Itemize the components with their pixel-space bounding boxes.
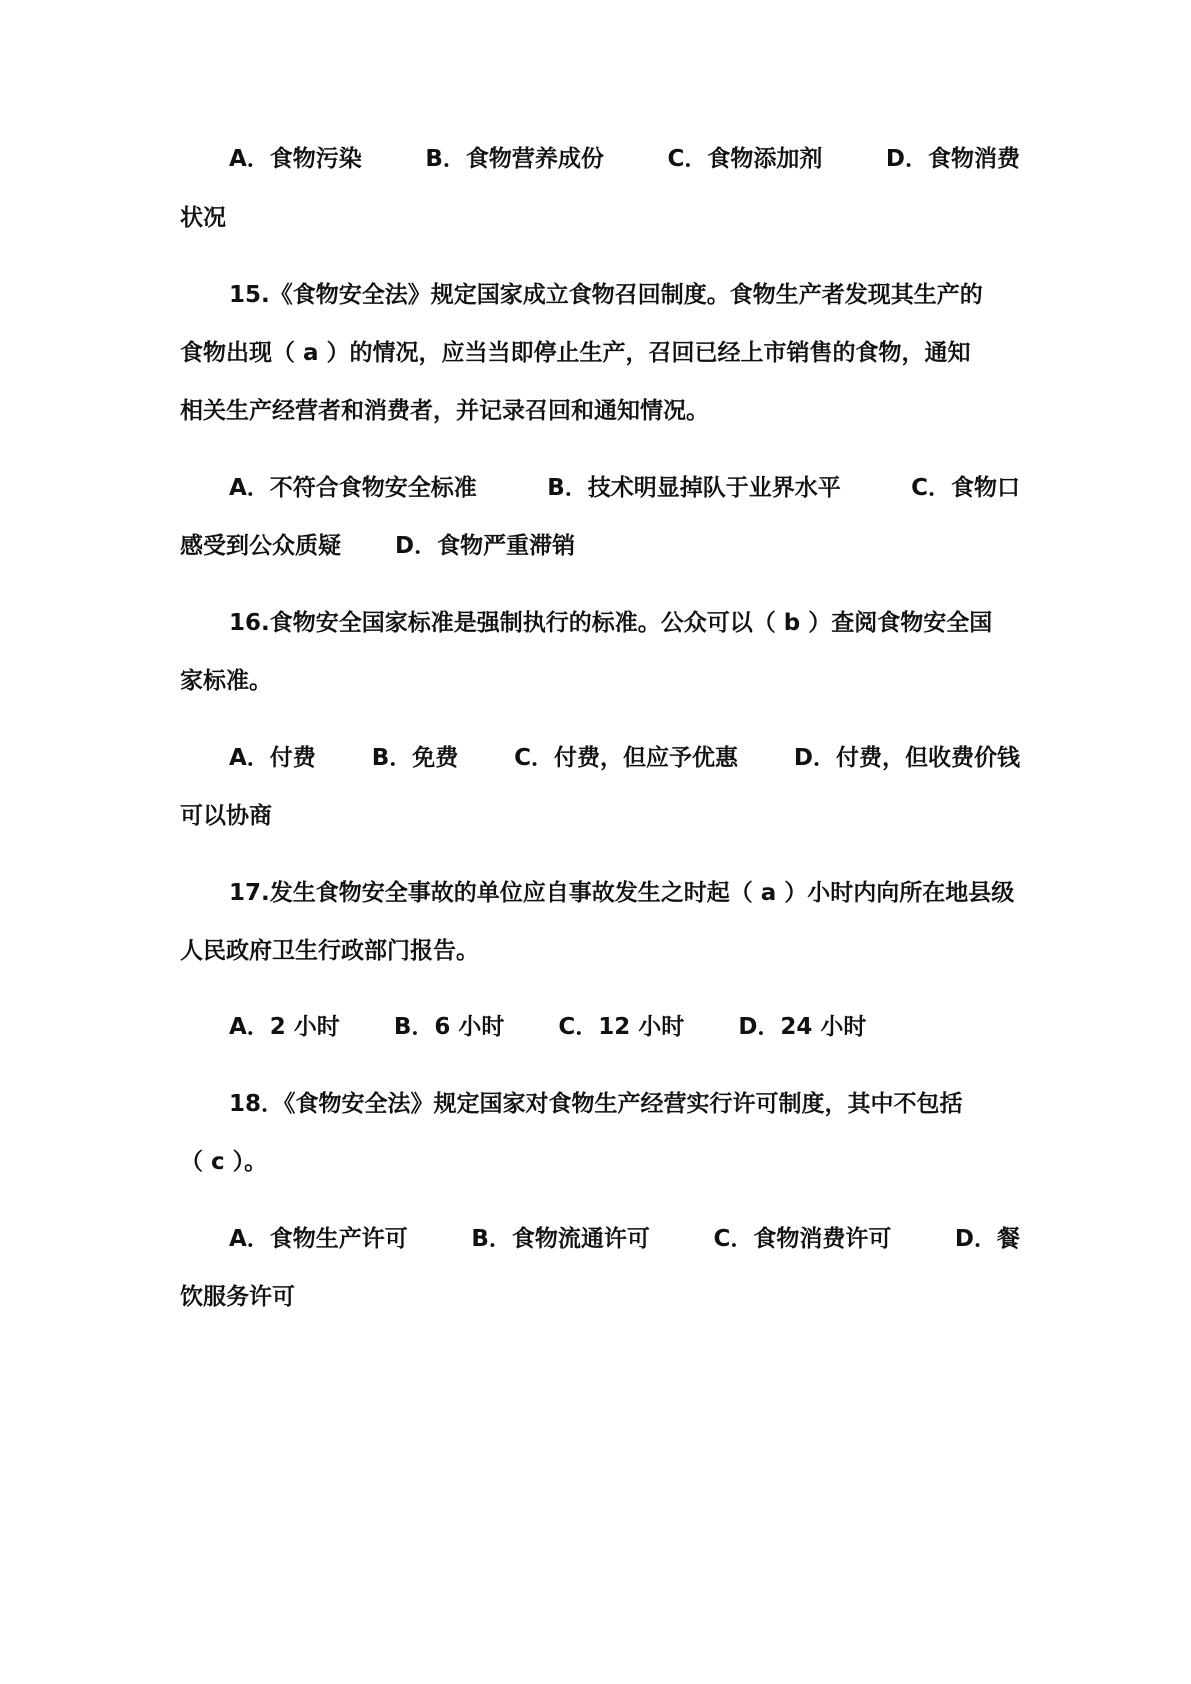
q15-text-line-3: 相关生产经营者和消费者，并记录召回和通知情况。: [180, 398, 709, 424]
option-b: B．食物营养成份: [425, 146, 604, 172]
option-d: D．餐: [954, 1226, 1020, 1252]
q18-text-line-2: （ c ）。: [180, 1149, 268, 1175]
option-b: B．6 小时: [393, 1014, 505, 1040]
q15-text-line-2: 食物出现（ a ）的情况，应当当即停止生产，召回已经上市销售的食物，通知: [180, 340, 971, 366]
q16-text-line-1: 16.食物安全国家标准是强制执行的标准。公众可以（ b ）查阅食物安全国: [229, 610, 993, 636]
option-c: C．食物添加剂: [667, 146, 823, 172]
option-a: A．食物污染: [229, 146, 362, 172]
q17-options-line: [229, 1012, 1069, 1042]
option-c: C．付费，但应予优惠: [514, 745, 739, 771]
option-d: D．24 小时: [738, 1014, 867, 1040]
option-a: A．食物生产许可: [229, 1226, 408, 1252]
option-c: C．食物口: [911, 475, 1020, 501]
option-b: B．食物流通许可: [471, 1226, 650, 1252]
option-c: C．12 小时: [558, 1014, 685, 1040]
option-c: C．食物消费许可: [713, 1226, 892, 1252]
option-a: A．2 小时: [229, 1014, 340, 1040]
q18-options-line-1: [229, 1224, 1020, 1254]
option-d: D．食物消费: [885, 146, 1020, 172]
q16-options-line-2: 可以协商: [180, 803, 272, 829]
option-a: A．不符合食物安全标准: [229, 475, 477, 501]
option-b: B．技术明显掉队于业界水平: [547, 475, 841, 501]
q15-options-line-2: [180, 531, 1020, 561]
option-c-continuation: 感受到公众质疑: [180, 533, 341, 559]
q15-options-line-1: [229, 473, 1020, 503]
q17-text-line-2: 人民政府卫生行政部门报告。: [180, 938, 479, 964]
q18-options-line-2: 饮服务许可: [180, 1284, 295, 1310]
intro-options-continuation: 状况: [180, 205, 226, 231]
q16-options-line-1: [229, 743, 1020, 773]
q15-text-line-1: 15.《食物安全法》规定国家成立食物召回制度。食物生产者发现其生产的: [229, 282, 983, 308]
q16-text-line-2: 家标准。: [180, 668, 272, 694]
intro-options-line: [229, 144, 1020, 174]
option-d: D．付费，但收费价钱: [793, 745, 1020, 771]
option-a: A．付费: [229, 745, 316, 771]
option-d: D．食物严重滞销: [395, 533, 576, 559]
option-b: B．免费: [371, 745, 459, 771]
q18-text-line-1: 18．《食物安全法》规定国家对食物生产经营实行许可制度，其中不包括: [229, 1091, 963, 1117]
q17-text-line-1: 17.发生食物安全事故的单位应自事故发生之时起（ a ）小时内向所在地县级: [229, 880, 1015, 906]
